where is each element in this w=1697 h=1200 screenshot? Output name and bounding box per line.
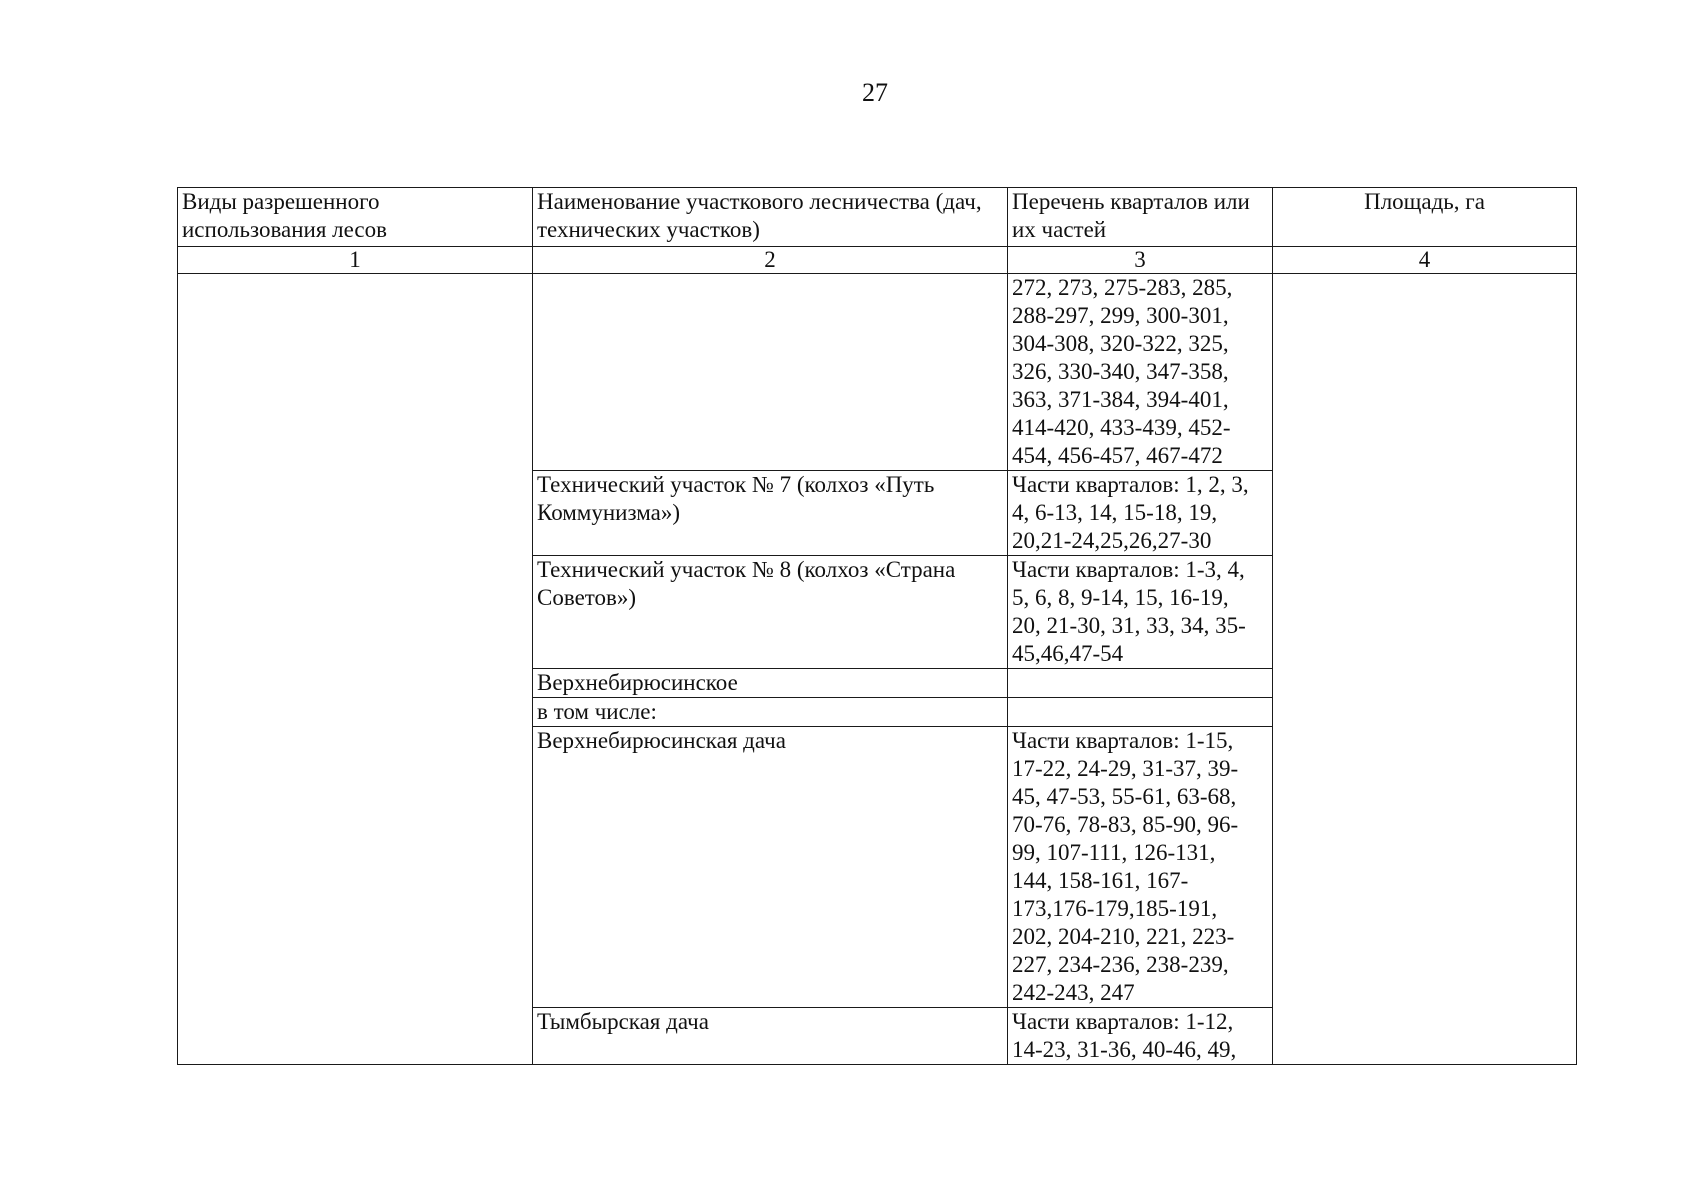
forestry-name-cell: в том числе: bbox=[533, 698, 1008, 727]
quarters-cell: Части кварталов: 1-3, 4, 5, 6, 8, 9-14, 15, 16-19, 20, 21-30, 31, 33, 34, 35- 45,46,47-54 bbox=[1008, 556, 1273, 669]
forestry-name-cell: Технический участок № 7 (колхоз «Путь Коммунизма») bbox=[533, 471, 1008, 556]
forestry-name-cell: Технический участок № 8 (колхоз «Страна Советов») bbox=[533, 556, 1008, 669]
quarters-cell: Части кварталов: 1, 2, 3, 4, 6-13, 14, 15-18, 19, 20,21-24,25,26,27-30 bbox=[1008, 471, 1273, 556]
area-cell bbox=[1273, 274, 1577, 1065]
forestry-name-cell: Тымбырская дача bbox=[533, 1008, 1008, 1065]
table-row bbox=[178, 274, 1577, 471]
header-quarters-list: Перечень кварталов или их частей bbox=[1008, 188, 1273, 247]
forestry-name-cell bbox=[533, 274, 1008, 471]
column-number-row bbox=[178, 247, 1577, 274]
column-number: 4 bbox=[1273, 247, 1577, 274]
column-number: 2 bbox=[533, 247, 1008, 274]
quarters-cell bbox=[1008, 698, 1273, 727]
quarters-cell: Части кварталов: 1-15, 17-22, 24-29, 31-37, 39- 45, 47-53, 55-61, 63-68, 70-76, 78-83, 85-90, 96- 99, 107-111, 126-131, 144, 158-161, 167- 173,176-179,185-191, 202, 204-210, 221, 223- 227, 234-236, 238-239, 242-243, 247 bbox=[1008, 727, 1273, 1008]
header-forestry-name: Наименование участкового лесничества (дач, технических участков) bbox=[533, 188, 1008, 247]
quarters-cell: 272, 273, 275-283, 285, 288-297, 299, 300-301, 304-308, 320-322, 325, 326, 330-340, 347-358, 363, 371-384, 394-401, 414-420, 433-439, 452- 454, 456-457, 467-472 bbox=[1008, 274, 1273, 471]
table-header-row bbox=[178, 188, 1577, 247]
header-area: Площадь, га bbox=[1273, 188, 1577, 247]
column-number: 3 bbox=[1008, 247, 1273, 274]
forest-use-table bbox=[177, 187, 1577, 1065]
page-number: 27 bbox=[862, 78, 888, 107]
forestry-name-cell: Верхнебирюсинское bbox=[533, 669, 1008, 698]
column-number: 1 bbox=[178, 247, 533, 274]
quarters-cell: Части кварталов: 1-12, 14-23, 31-36, 40-46, 49, bbox=[1008, 1008, 1273, 1065]
forestry-name-cell: Верхнебирюсинская дача bbox=[533, 727, 1008, 1008]
quarters-cell bbox=[1008, 669, 1273, 698]
header-use-type: Виды разрешенного использования лесов bbox=[178, 188, 533, 247]
use-type-cell bbox=[178, 274, 533, 1065]
